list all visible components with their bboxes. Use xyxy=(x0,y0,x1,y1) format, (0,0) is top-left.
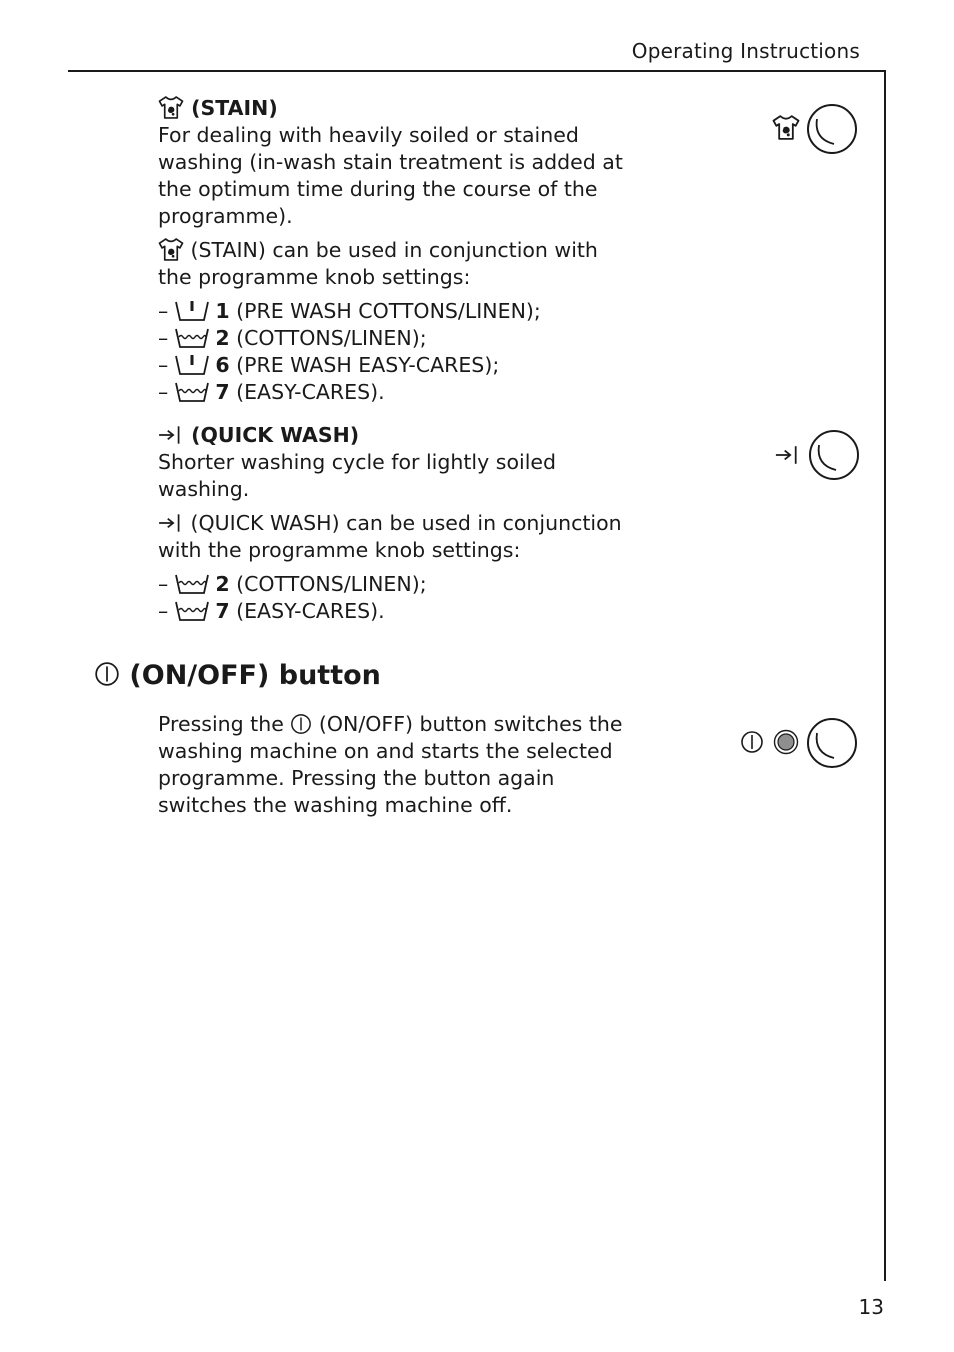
quick-heading: (QUICK WASH) xyxy=(191,423,360,447)
setting-text: (EASY-CARES). xyxy=(236,380,385,404)
prewash-tub-icon xyxy=(175,354,209,376)
dial-knob-icon xyxy=(806,717,858,769)
onoff-heading: (ON/OFF) button xyxy=(129,660,381,691)
quick-wash-section xyxy=(158,422,622,625)
setting-text: (PRE WASH EASY-CARES); xyxy=(236,353,500,377)
page-number: 13 xyxy=(858,1295,884,1319)
setting-number: 1 xyxy=(215,299,230,323)
stain-shirt-icon xyxy=(158,96,184,119)
running-header: Operating Instructions xyxy=(631,39,860,63)
power-button-illustration xyxy=(773,729,799,755)
quick-wash-arrow-icon xyxy=(158,424,184,446)
setting-number: 2 xyxy=(215,572,230,596)
power-icon xyxy=(740,730,764,754)
mainwash-tub-icon xyxy=(175,573,209,595)
mainwash-tub-icon xyxy=(175,327,209,349)
list-item: – 2 (COTTONS/LINEN); xyxy=(158,326,427,350)
setting-number: 2 xyxy=(215,326,230,350)
stain-conj-2: the programme knob settings: xyxy=(158,265,471,289)
setting-number: 7 xyxy=(215,599,230,623)
setting-text: (EASY-CARES). xyxy=(236,599,385,623)
setting-text: (PRE WASH COTTONS/LINEN); xyxy=(236,299,541,323)
stain-shirt-icon xyxy=(158,238,184,261)
setting-text: (COTTONS/LINEN); xyxy=(236,326,427,350)
header-rule xyxy=(68,70,886,72)
list-item: – 7 (EASY-CARES). xyxy=(158,380,385,404)
stain-shirt-icon xyxy=(772,115,800,140)
list-item: – 6 (PRE WASH EASY-CARES); xyxy=(158,353,500,377)
onoff-paragraph xyxy=(158,711,623,819)
setting-number: 6 xyxy=(215,353,230,377)
stain-heading: (STAIN) xyxy=(191,96,278,120)
onoff-line-4: switches the washing machine off. xyxy=(158,793,513,817)
quick-desc-1: Shorter washing cycle for lightly soiled xyxy=(158,450,557,474)
stain-desc-2: washing (in-wash stain treatment is added at xyxy=(158,150,623,174)
onoff-line-1: Pressing the (ON/OFF) button switches the xyxy=(158,712,623,736)
quick-desc-2: washing. xyxy=(158,477,250,501)
quick-wash-arrow-icon xyxy=(774,444,802,466)
power-icon xyxy=(94,661,120,687)
quick-wash-arrow-icon xyxy=(158,512,184,534)
setting-text: (COTTONS/LINEN); xyxy=(236,572,427,596)
margin-rule xyxy=(884,70,886,1281)
quick-heading-line xyxy=(158,422,608,449)
onoff-section-heading xyxy=(94,660,381,691)
quick-conj-2: with the programme knob settings: xyxy=(158,538,521,562)
stain-desc-3: the optimum time during the course of the xyxy=(158,177,598,201)
power-icon xyxy=(290,713,312,735)
stain-conj-1: (STAIN) can be used in conjunction with xyxy=(158,237,608,264)
onoff-line-3: programme. Pressing the button again xyxy=(158,766,555,790)
mainwash-tub-icon xyxy=(175,381,209,403)
list-item: – 2 (COTTONS/LINEN); xyxy=(158,572,427,596)
stain-heading-line xyxy=(158,95,608,122)
quick-conj-1: (QUICK WASH) can be used in conjunction xyxy=(158,510,608,537)
list-item: – 1 (PRE WASH COTTONS/LINEN); xyxy=(158,299,541,323)
dial-knob-icon xyxy=(808,429,860,481)
list-item: – 7 (EASY-CARES). xyxy=(158,599,385,623)
onoff-line-2: washing machine on and starts the selected xyxy=(158,739,613,763)
setting-number: 7 xyxy=(215,380,230,404)
dial-knob-icon xyxy=(806,103,858,155)
stain-desc-4: programme). xyxy=(158,204,293,228)
prewash-tub-icon xyxy=(175,300,209,322)
stain-section xyxy=(158,95,623,406)
stain-desc-1: For dealing with heavily soiled or stained xyxy=(158,123,579,147)
mainwash-tub-icon xyxy=(175,600,209,622)
